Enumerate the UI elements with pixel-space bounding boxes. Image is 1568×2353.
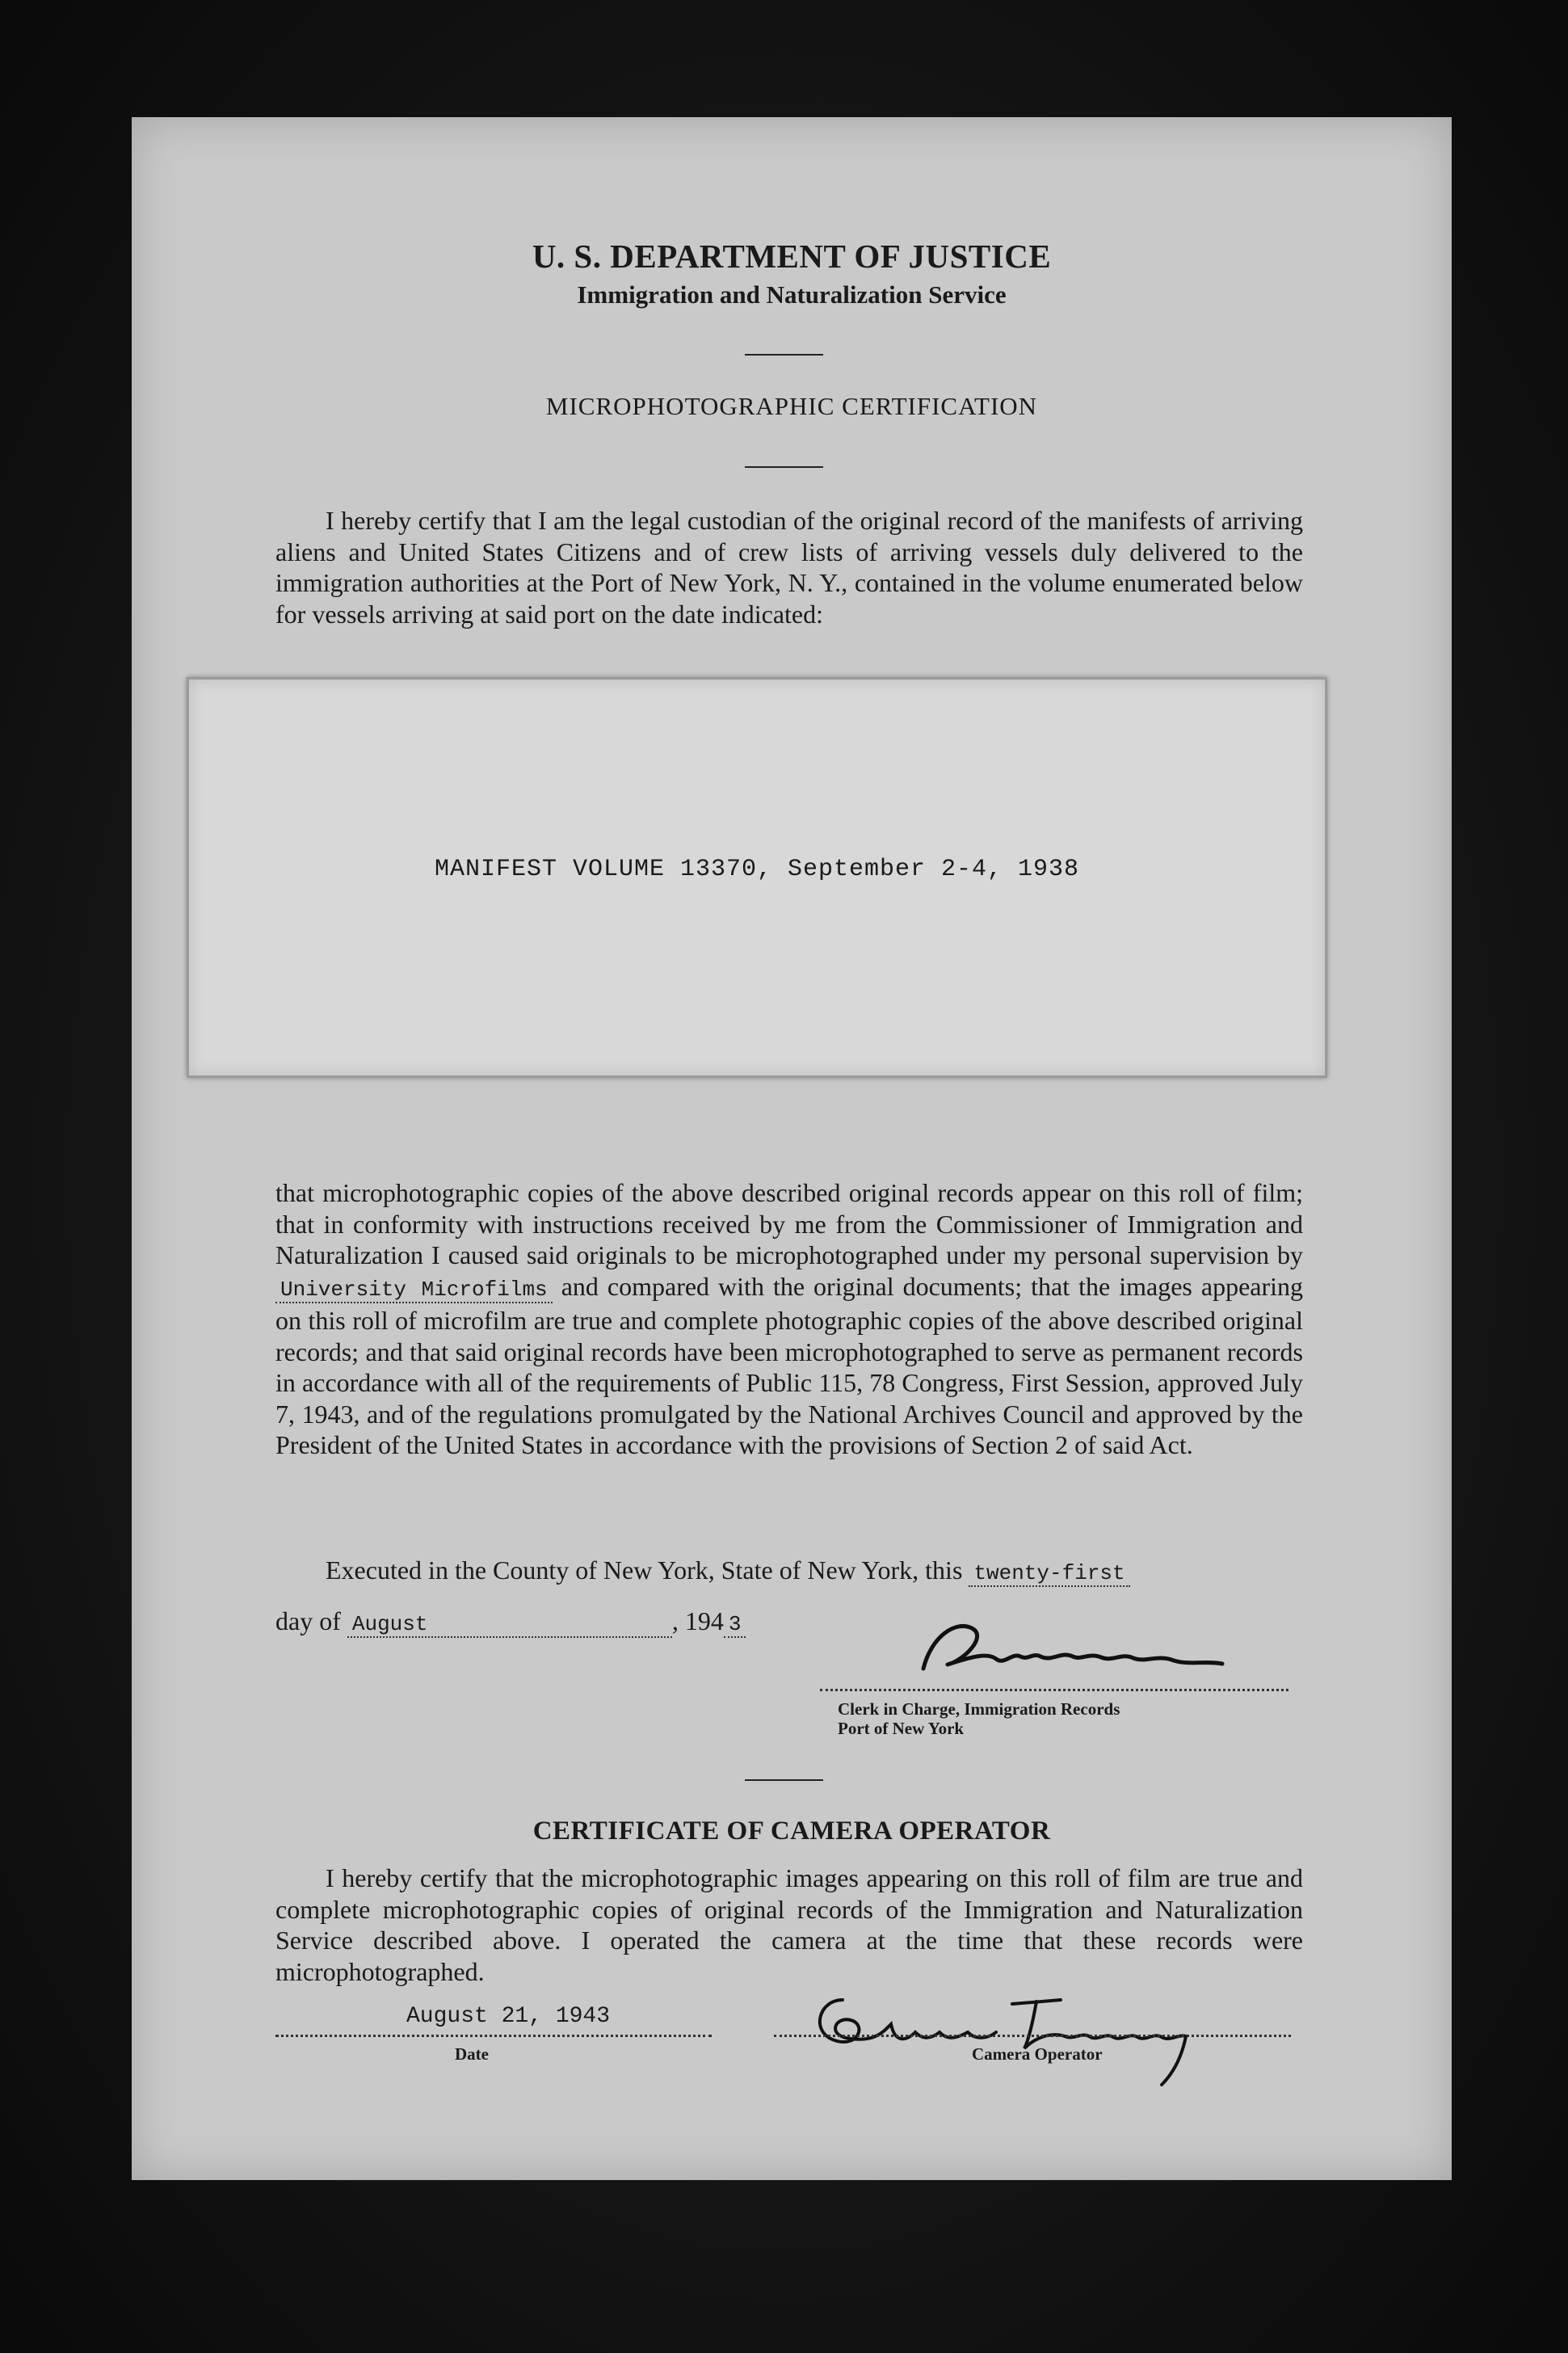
manifest-volume-text: MANIFEST VOLUME 13370, September 2-4, 1938	[434, 856, 1080, 883]
divider-rule	[745, 354, 823, 356]
date-line	[275, 2035, 712, 2037]
divider-rule	[745, 466, 823, 468]
certification-body	[275, 1177, 1303, 1461]
certificate-page	[132, 117, 1452, 2180]
day-of-line	[275, 1606, 746, 1638]
year-prefix: , 194	[671, 1606, 724, 1635]
certification-body-end: and compared with the original documents; that the images appearing on this roll of microfilm are true and complete photographic copies of the above described original records; and that said original records have been microphotographed to serve as permanent records in accordance with all of the requirements of Public 115, 78 Congress, First Session, approved July 7, 1943, and of the regulations promulgated by the National Archives Council and approved by the President of the United States in accordance with the provisions of Section 2 of said Act.	[275, 1271, 1304, 1459]
certification-intro: I hereby certify that I am the legal custodian of the original record of the manifests of arriving aliens and United States Citizens and of crew lists of arriving vessels duly delivered to the immigration authorities at the Port of New York, N. Y., contained in the volume enumerated below for vessels arriving at said port on the date indicated:	[275, 506, 1303, 629]
certification-body-start: that microphotographic copies of the above described original records appear on this roll of film; that in conformity with instructions received by me from the Commissioner of Immigration and Naturalization I caused said originals to be microphotographed under my personal supervision by	[275, 1178, 1303, 1269]
form-title: MICROPHOTOGRAPHIC CERTIFICATION	[545, 392, 1038, 420]
executed-line	[326, 1555, 1130, 1585]
department-heading: U. S. DEPARTMENT OF JUSTICE	[532, 238, 1052, 275]
clerk-signature	[899, 1612, 1287, 1693]
date-label: Date	[455, 2044, 489, 2064]
month-value: August	[347, 1612, 672, 1638]
camera-operator-label: Camera Operator	[972, 2044, 1103, 2064]
photographer-name: University Microfilms	[275, 1278, 553, 1303]
executed-day: twenty-first	[969, 1561, 1129, 1587]
service-subheading: Immigration and Naturalization Service	[577, 280, 1007, 309]
divider-rule	[745, 1779, 823, 1781]
camera-operator-line	[774, 2035, 1291, 2037]
year-digit: 3	[724, 1612, 746, 1638]
clerk-title	[838, 1699, 1120, 1738]
executed-text: Executed in the County of New York, State of New York, this	[326, 1555, 963, 1585]
camera-operator-signature	[794, 1968, 1295, 2089]
clerk-signature-line	[820, 1689, 1288, 1691]
day-of-label: day of	[275, 1606, 341, 1635]
camera-date-value: August 21, 1943	[406, 2004, 611, 2029]
camera-certificate-text: I hereby certify that the microphotographic images appearing on this roll of film are true and complete microphotographic copies of original records of the Immigration and Naturalization Service described above. I operated the camera at the time that these records were microphotographed.	[275, 1863, 1303, 1986]
clerk-port-line: Port of New York	[838, 1719, 965, 1738]
manifest-slip	[187, 677, 1327, 1078]
clerk-title-line: Clerk in Charge, Immigration Records	[838, 1699, 1120, 1719]
camera-certificate-title: CERTIFICATE OF CAMERA OPERATOR	[532, 1816, 1051, 1846]
